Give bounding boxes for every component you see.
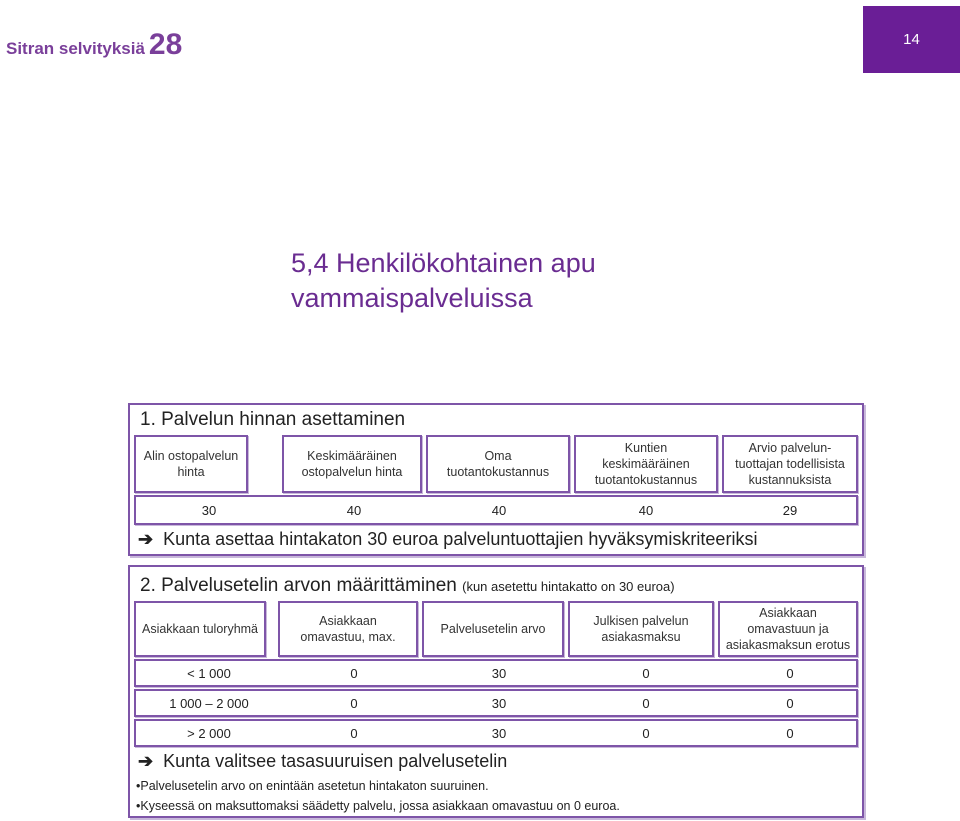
table-cell: 30	[491, 725, 507, 741]
value-cell: 40	[346, 502, 362, 518]
table-cell: 0	[350, 695, 358, 711]
header-cell: Palvelusetelin arvo	[422, 601, 564, 657]
table-cell: 0	[350, 725, 358, 741]
value-cell: 40	[638, 502, 654, 518]
right-arrow-icon: ➔	[138, 529, 154, 549]
income-group-cell: > 2 000	[187, 725, 231, 741]
slide-title: 5,4 Henkilökohtainen apu vammaispalveluissa	[291, 248, 596, 313]
section1-conclusion: ➔ Kunta asettaa hintakaton 30 euroa palveluntuottajien hyväksymiskriteeriksi	[138, 529, 758, 549]
table-cell: 0	[642, 665, 650, 681]
header-cell: Oma tuotantokustannus	[426, 435, 570, 493]
header-cell: Alin ostopalvelun hinta	[134, 435, 248, 493]
brand-text: Sitran selvityksiä	[6, 39, 145, 58]
bullet-item: •Kyseessä on maksuttomaksi säädetty palvelu, jossa asiakkaan omavastuu on 0 euroa.	[136, 799, 620, 813]
section1-heading: 1. Palvelun hinnan asettaminen	[140, 409, 406, 430]
value-cell: 40	[491, 502, 507, 518]
section2-conclusion: ➔ Kunta valitsee tasasuuruisen palvelusetelin	[138, 751, 508, 771]
values-row	[134, 495, 858, 525]
income-group-cell: 1 000 – 2 000	[169, 695, 249, 711]
table-row	[134, 689, 858, 717]
table-cell: 0	[786, 725, 794, 741]
table-row	[134, 659, 858, 687]
section2-heading-note: (kun asetettu hintakatto on 30 euroa)	[462, 579, 675, 594]
header-cell: Asiakkaan omavastuu, max.	[278, 601, 418, 657]
bullet-item: •Palvelusetelin arvo on enintään asetetun hintakaton suuruinen.	[136, 779, 489, 793]
price-setting-panel	[128, 403, 864, 556]
income-group-cell: < 1 000	[187, 665, 231, 681]
table-cell: 0	[786, 695, 794, 711]
header-cell: Kuntien keskimääräinen tuotantokustannus	[574, 435, 718, 493]
table-row	[134, 719, 858, 747]
table-cell: 30	[491, 665, 507, 681]
right-arrow-icon: ➔	[138, 751, 154, 771]
brand-number: 28	[148, 28, 183, 61]
header-cell: Keskimääräinen ostopalvelun hinta	[282, 435, 422, 493]
value-cell: 29	[782, 502, 798, 518]
bullet-icon: •	[136, 799, 141, 813]
table-cell: 0	[642, 725, 650, 741]
table-cell: 0	[786, 665, 794, 681]
page-number-box	[863, 6, 960, 73]
header-cell: Julkisen palvelun asiakasmaksu	[568, 601, 714, 657]
header-cell: Asiakkaan omavastuun ja asiakasmaksun erotus	[718, 601, 858, 657]
header-cell: Asiakkaan tuloryhmä	[134, 601, 266, 657]
table-cell: 30	[491, 695, 507, 711]
table-cell: 0	[642, 695, 650, 711]
publication-brand	[6, 28, 182, 62]
section2-heading: 2. Palvelusetelin arvon määrittäminen (kun asetettu hintakatto on 30 euroa)	[140, 575, 675, 596]
header-cell: Arvio palvelun- tuottajan todellisista kustannuksista	[722, 435, 858, 493]
voucher-value-panel	[128, 565, 864, 818]
bullet-icon: •	[136, 779, 141, 793]
page-number: 14	[903, 31, 920, 48]
table-cell: 0	[350, 665, 358, 681]
value-cell: 30	[201, 502, 217, 518]
